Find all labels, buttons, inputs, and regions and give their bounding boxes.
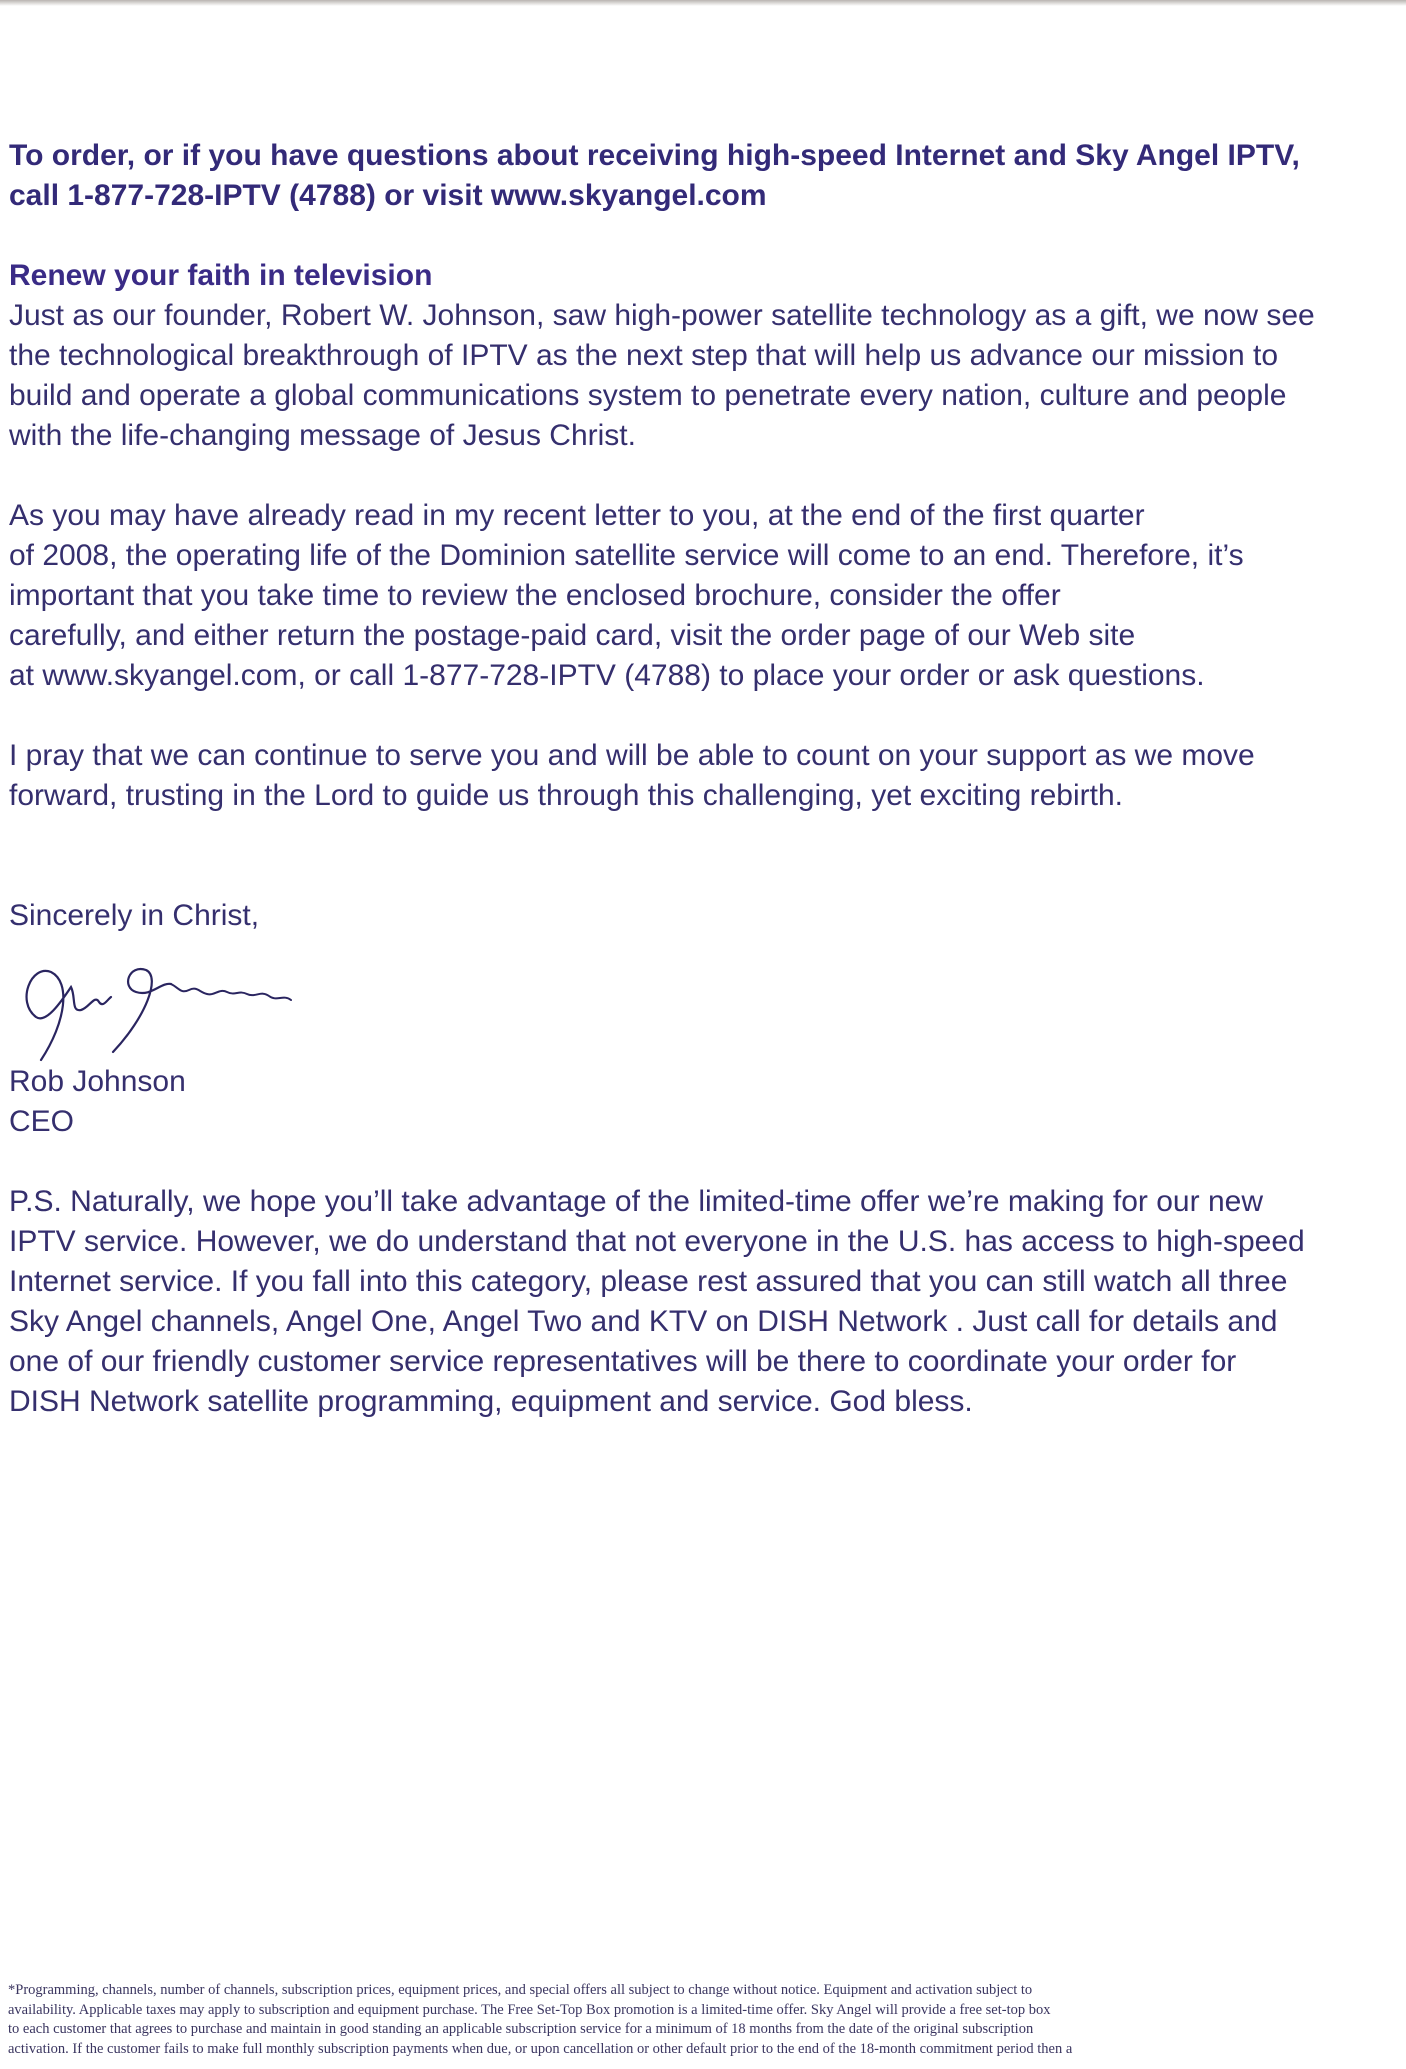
- legal-footnote: [8, 1981, 1328, 2059]
- paragraph-line: carefully, and either return the postage-paid card, visit the order page of our Web site: [9, 619, 1136, 652]
- postscript-line: DISH Network satellite programming, equipment and service. God bless.: [9, 1385, 973, 1418]
- postscript-line: one of our friendly customer service representatives will be there to coordinate your order for: [9, 1345, 1237, 1378]
- paragraph-prayer: [9, 736, 1329, 816]
- order-info-line: call 1-877-728-IPTV (4788) or visit www.skyangel.com: [9, 179, 767, 212]
- paragraph-dominion: [9, 496, 1329, 696]
- closing-salutation: Sincerely in Christ,: [9, 899, 260, 932]
- paragraph-line: at www.skyangel.com, or call 1-877-728-IPTV (4788) to place your order or ask questions.: [9, 659, 1205, 692]
- signer-title: CEO: [9, 1105, 75, 1138]
- postscript: [9, 1182, 1329, 1422]
- signer-block: [9, 1062, 1329, 1142]
- paragraph-line: forward, trusting in the Lord to guide us through this challenging, yet exciting rebirth.: [9, 779, 1123, 812]
- footnote-line: availability. Applicable taxes may apply to subscription and equipment purchase. The Free Set-Top Box promotion is a limited-time offer. Sky Angel will provide a free set-top box: [8, 2001, 1051, 2018]
- paragraph-line: with the life-changing message of Jesus Christ.: [9, 419, 636, 452]
- paragraph-line: important that you take time to review the enclosed brochure, consider the offer: [9, 579, 1061, 612]
- postscript-line: Sky Angel channels, Angel One, Angel Two and KTV on DISH Network . Just call for details and: [9, 1305, 1278, 1338]
- paragraph-line: As you may have already read in my recent letter to you, at the end of the first quarter: [9, 499, 1145, 532]
- paragraph-line: of 2008, the operating life of the Dominion satellite service will come to an end. Therefore, it’s: [9, 539, 1244, 572]
- paragraph-line: build and operate a global communications system to penetrate every nation, culture and people: [9, 379, 1287, 412]
- top-edge-rule: [0, 0, 1406, 6]
- footnote-line: *Programming, channels, number of channels, subscription prices, equipment prices, and special offers all subject to change without notice. Equipment and activation subject to: [8, 1982, 1033, 1998]
- order-info: [9, 136, 1329, 216]
- paragraph-line: Just as our founder, Robert W. Johnson, saw high-power satellite technology as a gift, we now see: [9, 299, 1315, 332]
- footnote-line: activation. If the customer fails to make full monthly subscription payments when due, or upon cancellation or other default prior to the end of the 18-month commitment period then a: [8, 2040, 1073, 2057]
- postscript-line: Internet service. If you fall into this category, please rest assured that you can still watch all three: [9, 1265, 1288, 1298]
- paragraph-line: the technological breakthrough of IPTV as the next step that will help us advance our mission to: [9, 339, 1279, 372]
- footnote-line: to each customer that agrees to purchase and maintain in good standing an applicable subscription service for a minimum of 18 months from the date of the original subscription: [8, 2021, 1034, 2037]
- section-heading: Renew your faith in television: [9, 259, 433, 292]
- postscript-line: IPTV service. However, we do understand that not everyone in the U.S. has access to high-speed: [9, 1225, 1305, 1258]
- letter-body: [9, 136, 1329, 1462]
- signer-name: Rob Johnson: [9, 1065, 186, 1098]
- order-info-line: To order, or if you have questions about receiving high-speed Internet and Sky Angel IPTV,: [9, 139, 1300, 172]
- postscript-line: P.S. Naturally, we hope you’ll take advantage of the limited-time offer we’re making for our new: [9, 1185, 1263, 1218]
- paragraph-line: I pray that we can continue to serve you and will be able to count on your support as we move: [9, 739, 1255, 772]
- signature-image: [11, 942, 311, 1062]
- paragraph-mission: [9, 296, 1329, 456]
